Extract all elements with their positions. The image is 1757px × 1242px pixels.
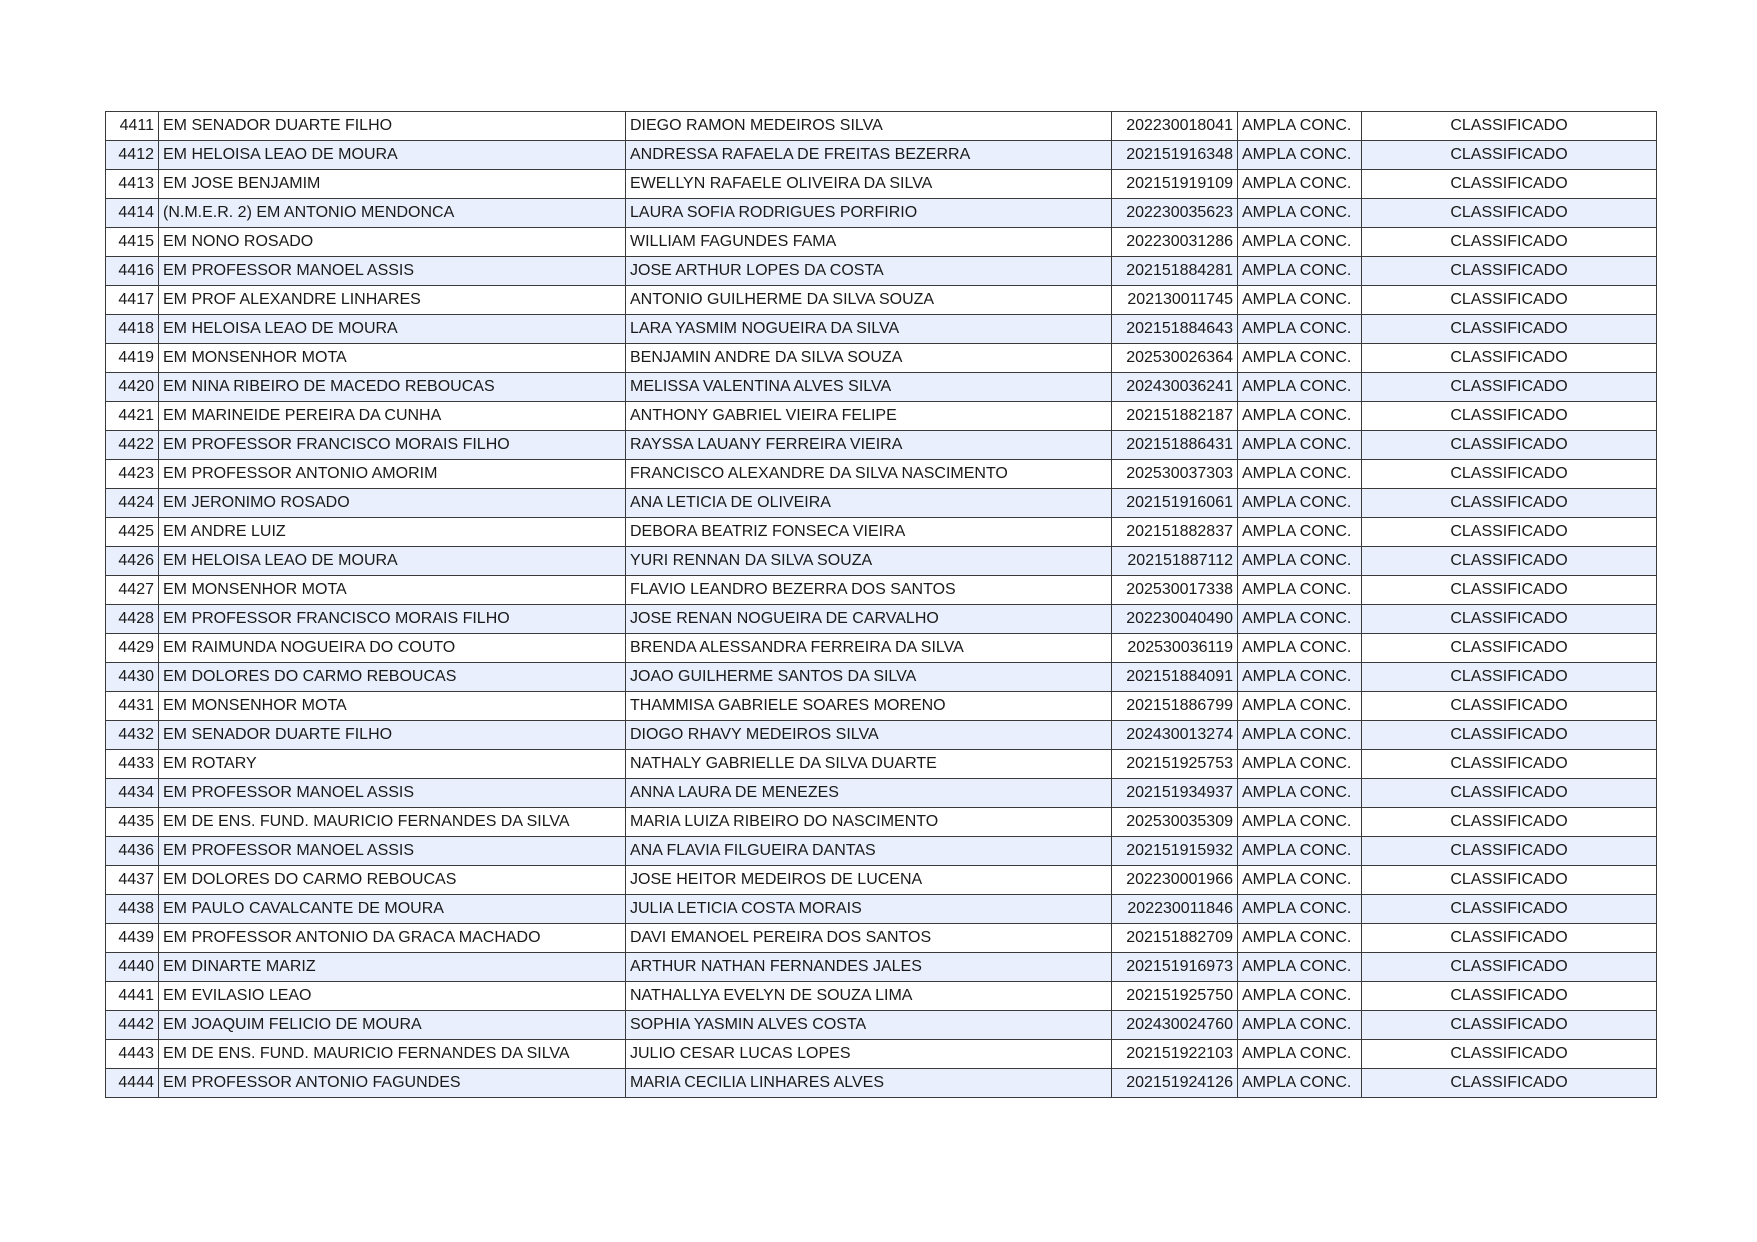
- registration-number-cell: 202151925750: [1112, 982, 1238, 1011]
- table-row: [106, 518, 1657, 547]
- quota-type-cell: AMPLA CONC.: [1238, 257, 1362, 286]
- school-cell: EM PROFESSOR MANOEL ASSIS: [159, 779, 626, 808]
- row-index-cell: 4432: [106, 721, 159, 750]
- row-index-cell: 4427: [106, 576, 159, 605]
- quota-type-cell: AMPLA CONC.: [1238, 286, 1362, 315]
- school-cell: EM HELOISA LEAO DE MOURA: [159, 547, 626, 576]
- registration-number-cell: 202151916348: [1112, 141, 1238, 170]
- school-cell: EM RAIMUNDA NOGUEIRA DO COUTO: [159, 634, 626, 663]
- row-index-cell: 4421: [106, 402, 159, 431]
- row-index-cell: 4413: [106, 170, 159, 199]
- table-row: [106, 750, 1657, 779]
- quota-type-cell: AMPLA CONC.: [1238, 489, 1362, 518]
- row-index-cell: 4438: [106, 895, 159, 924]
- table-row: [106, 663, 1657, 692]
- status-cell: CLASSIFICADO: [1362, 344, 1657, 373]
- quota-type-cell: AMPLA CONC.: [1238, 141, 1362, 170]
- quota-type-cell: AMPLA CONC.: [1238, 344, 1362, 373]
- status-cell: CLASSIFICADO: [1362, 518, 1657, 547]
- registration-number-cell: 202430024760: [1112, 1011, 1238, 1040]
- table-row: [106, 286, 1657, 315]
- quota-type-cell: AMPLA CONC.: [1238, 373, 1362, 402]
- results-table: [105, 111, 1657, 1098]
- status-cell: CLASSIFICADO: [1362, 953, 1657, 982]
- status-cell: CLASSIFICADO: [1362, 663, 1657, 692]
- registration-number-cell: 202230031286: [1112, 228, 1238, 257]
- quota-type-cell: AMPLA CONC.: [1238, 315, 1362, 344]
- school-cell: EM MONSENHOR MOTA: [159, 344, 626, 373]
- school-cell: EM PROFESSOR FRANCISCO MORAIS FILHO: [159, 605, 626, 634]
- row-index-cell: 4418: [106, 315, 159, 344]
- row-index-cell: 4417: [106, 286, 159, 315]
- row-index-cell: 4423: [106, 460, 159, 489]
- candidate-name-cell: JULIA LETICIA COSTA MORAIS: [626, 895, 1112, 924]
- registration-number-cell: 202151925753: [1112, 750, 1238, 779]
- school-cell: (N.M.E.R. 2) EM ANTONIO MENDONCA: [159, 199, 626, 228]
- school-cell: EM DINARTE MARIZ: [159, 953, 626, 982]
- candidate-name-cell: ANTONIO GUILHERME DA SILVA SOUZA: [626, 286, 1112, 315]
- status-cell: CLASSIFICADO: [1362, 402, 1657, 431]
- quota-type-cell: AMPLA CONC.: [1238, 866, 1362, 895]
- candidate-name-cell: LARA YASMIM NOGUEIRA DA SILVA: [626, 315, 1112, 344]
- registration-number-cell: 202151887112: [1112, 547, 1238, 576]
- registration-number-cell: 202530035309: [1112, 808, 1238, 837]
- quota-type-cell: AMPLA CONC.: [1238, 1011, 1362, 1040]
- table-row: [106, 460, 1657, 489]
- row-index-cell: 4415: [106, 228, 159, 257]
- registration-number-cell: 202530017338: [1112, 576, 1238, 605]
- table-row: [106, 866, 1657, 895]
- status-cell: CLASSIFICADO: [1362, 228, 1657, 257]
- status-cell: CLASSIFICADO: [1362, 286, 1657, 315]
- table-row: [106, 315, 1657, 344]
- candidate-name-cell: ARTHUR NATHAN FERNANDES JALES: [626, 953, 1112, 982]
- candidate-name-cell: BRENDA ALESSANDRA FERREIRA DA SILVA: [626, 634, 1112, 663]
- status-cell: CLASSIFICADO: [1362, 547, 1657, 576]
- quota-type-cell: AMPLA CONC.: [1238, 924, 1362, 953]
- school-cell: EM MONSENHOR MOTA: [159, 692, 626, 721]
- quota-type-cell: AMPLA CONC.: [1238, 547, 1362, 576]
- school-cell: EM HELOISA LEAO DE MOURA: [159, 141, 626, 170]
- quota-type-cell: AMPLA CONC.: [1238, 228, 1362, 257]
- candidate-name-cell: WILLIAM FAGUNDES FAMA: [626, 228, 1112, 257]
- registration-number-cell: 202230040490: [1112, 605, 1238, 634]
- table-row: [106, 547, 1657, 576]
- table-row: [106, 431, 1657, 460]
- school-cell: EM DOLORES DO CARMO REBOUCAS: [159, 866, 626, 895]
- quota-type-cell: AMPLA CONC.: [1238, 837, 1362, 866]
- quota-type-cell: AMPLA CONC.: [1238, 779, 1362, 808]
- quota-type-cell: AMPLA CONC.: [1238, 721, 1362, 750]
- candidate-name-cell: ANA FLAVIA FILGUEIRA DANTAS: [626, 837, 1112, 866]
- quota-type-cell: AMPLA CONC.: [1238, 982, 1362, 1011]
- school-cell: EM MARINEIDE PEREIRA DA CUNHA: [159, 402, 626, 431]
- registration-number-cell: 202130011745: [1112, 286, 1238, 315]
- school-cell: EM MONSENHOR MOTA: [159, 576, 626, 605]
- quota-type-cell: AMPLA CONC.: [1238, 953, 1362, 982]
- status-cell: CLASSIFICADO: [1362, 866, 1657, 895]
- candidate-name-cell: JOSE ARTHUR LOPES DA COSTA: [626, 257, 1112, 286]
- registration-number-cell: 202230001966: [1112, 866, 1238, 895]
- candidate-name-cell: MARIA LUIZA RIBEIRO DO NASCIMENTO: [626, 808, 1112, 837]
- candidate-name-cell: FRANCISCO ALEXANDRE DA SILVA NASCIMENTO: [626, 460, 1112, 489]
- candidate-name-cell: MARIA CECILIA LINHARES ALVES: [626, 1069, 1112, 1098]
- table-row: [106, 808, 1657, 837]
- registration-number-cell: 202151884091: [1112, 663, 1238, 692]
- candidate-name-cell: JOSE HEITOR MEDEIROS DE LUCENA: [626, 866, 1112, 895]
- candidate-name-cell: ANNA LAURA DE MENEZES: [626, 779, 1112, 808]
- school-cell: EM PROFESSOR ANTONIO DA GRACA MACHADO: [159, 924, 626, 953]
- quota-type-cell: AMPLA CONC.: [1238, 112, 1362, 141]
- school-cell: EM SENADOR DUARTE FILHO: [159, 112, 626, 141]
- table-row: [106, 605, 1657, 634]
- registration-number-cell: 202151886431: [1112, 431, 1238, 460]
- registration-number-cell: 202230011846: [1112, 895, 1238, 924]
- table-row: [106, 489, 1657, 518]
- candidate-name-cell: JULIO CESAR LUCAS LOPES: [626, 1040, 1112, 1069]
- school-cell: EM JERONIMO ROSADO: [159, 489, 626, 518]
- registration-number-cell: 202530037303: [1112, 460, 1238, 489]
- quota-type-cell: AMPLA CONC.: [1238, 692, 1362, 721]
- registration-number-cell: 202430036241: [1112, 373, 1238, 402]
- status-cell: CLASSIFICADO: [1362, 750, 1657, 779]
- row-index-cell: 4429: [106, 634, 159, 663]
- table-row: [106, 1069, 1657, 1098]
- registration-number-cell: 202530036119: [1112, 634, 1238, 663]
- table-row: [106, 634, 1657, 663]
- registration-number-cell: 202230018041: [1112, 112, 1238, 141]
- quota-type-cell: AMPLA CONC.: [1238, 199, 1362, 228]
- status-cell: CLASSIFICADO: [1362, 605, 1657, 634]
- row-index-cell: 4442: [106, 1011, 159, 1040]
- table-row: [106, 1040, 1657, 1069]
- candidate-name-cell: FLAVIO LEANDRO BEZERRA DOS SANTOS: [626, 576, 1112, 605]
- row-index-cell: 4436: [106, 837, 159, 866]
- candidate-name-cell: RAYSSA LAUANY FERREIRA VIEIRA: [626, 431, 1112, 460]
- row-index-cell: 4437: [106, 866, 159, 895]
- table-row: [106, 895, 1657, 924]
- table-row: [106, 982, 1657, 1011]
- candidate-name-cell: LAURA SOFIA RODRIGUES PORFIRIO: [626, 199, 1112, 228]
- school-cell: EM DOLORES DO CARMO REBOUCAS: [159, 663, 626, 692]
- status-cell: CLASSIFICADO: [1362, 1011, 1657, 1040]
- quota-type-cell: AMPLA CONC.: [1238, 402, 1362, 431]
- school-cell: EM NONO ROSADO: [159, 228, 626, 257]
- school-cell: EM EVILASIO LEAO: [159, 982, 626, 1011]
- candidate-name-cell: NATHALY GABRIELLE DA SILVA DUARTE: [626, 750, 1112, 779]
- status-cell: CLASSIFICADO: [1362, 460, 1657, 489]
- table-row: [106, 228, 1657, 257]
- table-row: [106, 721, 1657, 750]
- candidate-name-cell: YURI RENNAN DA SILVA SOUZA: [626, 547, 1112, 576]
- row-index-cell: 4439: [106, 924, 159, 953]
- status-cell: CLASSIFICADO: [1362, 257, 1657, 286]
- status-cell: CLASSIFICADO: [1362, 837, 1657, 866]
- table-row: [106, 112, 1657, 141]
- table-row: [106, 373, 1657, 402]
- row-index-cell: 4443: [106, 1040, 159, 1069]
- registration-number-cell: 202151934937: [1112, 779, 1238, 808]
- quota-type-cell: AMPLA CONC.: [1238, 895, 1362, 924]
- school-cell: EM JOAQUIM FELICIO DE MOURA: [159, 1011, 626, 1040]
- school-cell: EM PROFESSOR MANOEL ASSIS: [159, 837, 626, 866]
- table-row: [106, 779, 1657, 808]
- quota-type-cell: AMPLA CONC.: [1238, 1040, 1362, 1069]
- registration-number-cell: 202151915932: [1112, 837, 1238, 866]
- status-cell: CLASSIFICADO: [1362, 924, 1657, 953]
- table-row: [106, 170, 1657, 199]
- candidate-name-cell: DEBORA BEATRIZ FONSECA VIEIRA: [626, 518, 1112, 547]
- row-index-cell: 4441: [106, 982, 159, 1011]
- registration-number-cell: 202230035623: [1112, 199, 1238, 228]
- row-index-cell: 4422: [106, 431, 159, 460]
- school-cell: EM PROFESSOR ANTONIO FAGUNDES: [159, 1069, 626, 1098]
- status-cell: CLASSIFICADO: [1362, 315, 1657, 344]
- row-index-cell: 4414: [106, 199, 159, 228]
- row-index-cell: 4412: [106, 141, 159, 170]
- row-index-cell: 4435: [106, 808, 159, 837]
- registration-number-cell: 202151882837: [1112, 518, 1238, 547]
- registration-number-cell: 202151882709: [1112, 924, 1238, 953]
- row-index-cell: 4420: [106, 373, 159, 402]
- table-row: [106, 576, 1657, 605]
- status-cell: CLASSIFICADO: [1362, 634, 1657, 663]
- registration-number-cell: 202151916973: [1112, 953, 1238, 982]
- school-cell: EM DE ENS. FUND. MAURICIO FERNANDES DA SILVA: [159, 808, 626, 837]
- candidate-name-cell: JOAO GUILHERME SANTOS DA SILVA: [626, 663, 1112, 692]
- status-cell: CLASSIFICADO: [1362, 431, 1657, 460]
- status-cell: CLASSIFICADO: [1362, 489, 1657, 518]
- table-row: [106, 1011, 1657, 1040]
- quota-type-cell: AMPLA CONC.: [1238, 663, 1362, 692]
- quota-type-cell: AMPLA CONC.: [1238, 1069, 1362, 1098]
- registration-number-cell: 202151884281: [1112, 257, 1238, 286]
- registration-number-cell: 202151916061: [1112, 489, 1238, 518]
- row-index-cell: 4434: [106, 779, 159, 808]
- status-cell: CLASSIFICADO: [1362, 141, 1657, 170]
- registration-number-cell: 202151919109: [1112, 170, 1238, 199]
- quota-type-cell: AMPLA CONC.: [1238, 431, 1362, 460]
- status-cell: CLASSIFICADO: [1362, 721, 1657, 750]
- school-cell: EM PROF ALEXANDRE LINHARES: [159, 286, 626, 315]
- quota-type-cell: AMPLA CONC.: [1238, 634, 1362, 663]
- registration-number-cell: 202151886799: [1112, 692, 1238, 721]
- registration-number-cell: 202151884643: [1112, 315, 1238, 344]
- quota-type-cell: AMPLA CONC.: [1238, 576, 1362, 605]
- status-cell: CLASSIFICADO: [1362, 1069, 1657, 1098]
- row-index-cell: 4426: [106, 547, 159, 576]
- school-cell: EM SENADOR DUARTE FILHO: [159, 721, 626, 750]
- registration-number-cell: 202530026364: [1112, 344, 1238, 373]
- registration-number-cell: 202151924126: [1112, 1069, 1238, 1098]
- status-cell: CLASSIFICADO: [1362, 692, 1657, 721]
- candidate-name-cell: NATHALLYA EVELYN DE SOUZA LIMA: [626, 982, 1112, 1011]
- quota-type-cell: AMPLA CONC.: [1238, 518, 1362, 547]
- candidate-name-cell: JOSE RENAN NOGUEIRA DE CARVALHO: [626, 605, 1112, 634]
- candidate-name-cell: DAVI EMANOEL PEREIRA DOS SANTOS: [626, 924, 1112, 953]
- school-cell: EM DE ENS. FUND. MAURICIO FERNANDES DA SILVA: [159, 1040, 626, 1069]
- table-row: [106, 953, 1657, 982]
- table-row: [106, 924, 1657, 953]
- row-index-cell: 4411: [106, 112, 159, 141]
- status-cell: CLASSIFICADO: [1362, 112, 1657, 141]
- candidate-name-cell: ANDRESSA RAFAELA DE FREITAS BEZERRA: [626, 141, 1112, 170]
- candidate-name-cell: THAMMISA GABRIELE SOARES MORENO: [626, 692, 1112, 721]
- school-cell: EM PROFESSOR FRANCISCO MORAIS FILHO: [159, 431, 626, 460]
- table-row: [106, 141, 1657, 170]
- status-cell: CLASSIFICADO: [1362, 199, 1657, 228]
- row-index-cell: 4430: [106, 663, 159, 692]
- table-row: [106, 402, 1657, 431]
- status-cell: CLASSIFICADO: [1362, 576, 1657, 605]
- status-cell: CLASSIFICADO: [1362, 982, 1657, 1011]
- row-index-cell: 4428: [106, 605, 159, 634]
- status-cell: CLASSIFICADO: [1362, 1040, 1657, 1069]
- school-cell: EM JOSE BENJAMIM: [159, 170, 626, 199]
- status-cell: CLASSIFICADO: [1362, 170, 1657, 199]
- row-index-cell: 4419: [106, 344, 159, 373]
- candidate-name-cell: DIOGO RHAVY MEDEIROS SILVA: [626, 721, 1112, 750]
- row-index-cell: 4440: [106, 953, 159, 982]
- candidate-name-cell: SOPHIA YASMIN ALVES COSTA: [626, 1011, 1112, 1040]
- status-cell: CLASSIFICADO: [1362, 373, 1657, 402]
- candidate-name-cell: MELISSA VALENTINA ALVES SILVA: [626, 373, 1112, 402]
- row-index-cell: 4425: [106, 518, 159, 547]
- row-index-cell: 4444: [106, 1069, 159, 1098]
- registration-number-cell: 202151922103: [1112, 1040, 1238, 1069]
- quota-type-cell: AMPLA CONC.: [1238, 750, 1362, 779]
- candidate-name-cell: ANA LETICIA DE OLIVEIRA: [626, 489, 1112, 518]
- status-cell: CLASSIFICADO: [1362, 895, 1657, 924]
- quota-type-cell: AMPLA CONC.: [1238, 170, 1362, 199]
- quota-type-cell: AMPLA CONC.: [1238, 460, 1362, 489]
- status-cell: CLASSIFICADO: [1362, 808, 1657, 837]
- results-table-body: [106, 112, 1657, 1098]
- table-row: [106, 692, 1657, 721]
- registration-number-cell: 202151882187: [1112, 402, 1238, 431]
- school-cell: EM ROTARY: [159, 750, 626, 779]
- school-cell: EM PROFESSOR ANTONIO AMORIM: [159, 460, 626, 489]
- table-row: [106, 257, 1657, 286]
- row-index-cell: 4431: [106, 692, 159, 721]
- school-cell: EM PAULO CAVALCANTE DE MOURA: [159, 895, 626, 924]
- school-cell: EM HELOISA LEAO DE MOURA: [159, 315, 626, 344]
- candidate-name-cell: EWELLYN RAFAELE OLIVEIRA DA SILVA: [626, 170, 1112, 199]
- status-cell: CLASSIFICADO: [1362, 779, 1657, 808]
- school-cell: EM PROFESSOR MANOEL ASSIS: [159, 257, 626, 286]
- table-row: [106, 837, 1657, 866]
- table-row: [106, 199, 1657, 228]
- school-cell: EM NINA RIBEIRO DE MACEDO REBOUCAS: [159, 373, 626, 402]
- row-index-cell: 4416: [106, 257, 159, 286]
- quota-type-cell: AMPLA CONC.: [1238, 605, 1362, 634]
- row-index-cell: 4424: [106, 489, 159, 518]
- candidate-name-cell: DIEGO RAMON MEDEIROS SILVA: [626, 112, 1112, 141]
- candidate-name-cell: BENJAMIN ANDRE DA SILVA SOUZA: [626, 344, 1112, 373]
- registration-number-cell: 202430013274: [1112, 721, 1238, 750]
- row-index-cell: 4433: [106, 750, 159, 779]
- candidate-name-cell: ANTHONY GABRIEL VIEIRA FELIPE: [626, 402, 1112, 431]
- table-row: [106, 344, 1657, 373]
- school-cell: EM ANDRE LUIZ: [159, 518, 626, 547]
- quota-type-cell: AMPLA CONC.: [1238, 808, 1362, 837]
